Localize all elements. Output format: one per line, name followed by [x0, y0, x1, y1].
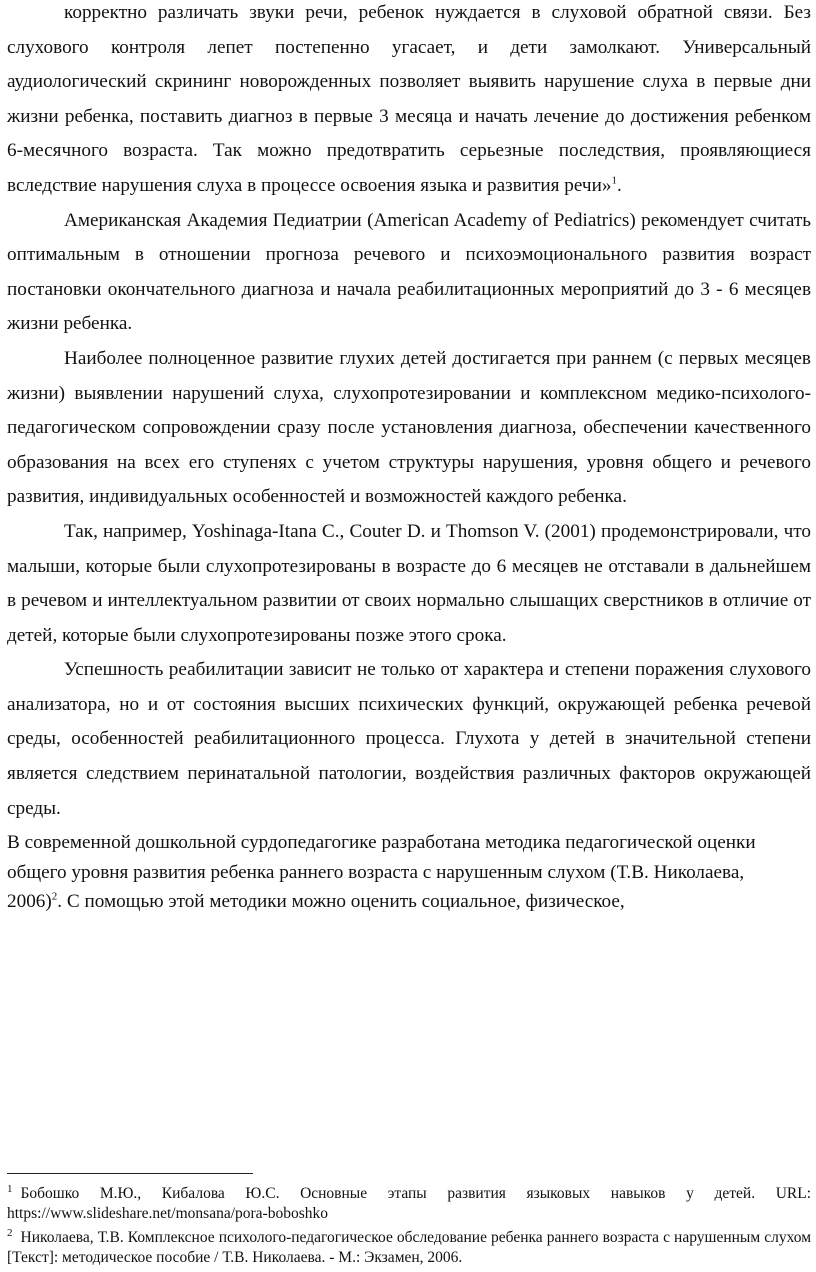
paragraph-tail: . С помощью этой методики можно оценить социальное, физическое, [57, 891, 625, 913]
document-page [7, 0, 811, 917]
footnote-text: Николаева, Т.В. Комплексное психолого-педагогическое обследование ребенка раннего возраста с нарушенным слухом [Текст]: методическое пособие / Т.В. Николаева. - М.: Экзамен, 2006. [7, 1229, 811, 1266]
footnotes [7, 1184, 811, 1272]
paragraph-tail: . [616, 174, 622, 196]
paragraph-hearing-screening [7, 0, 811, 204]
footnote-mark: 2 [7, 1227, 13, 1240]
footnote-2 [7, 1228, 811, 1267]
paragraph-text: В современной дошкольной сурдопедагогике разработана методика педагогической оценки общего уровня развития ребенка раннего возраста с нарушенным слухом (Т.В. Николаева, 2006) [7, 832, 756, 913]
paragraph-yoshinaga-study [7, 515, 811, 653]
paragraph-methodology [7, 828, 797, 917]
footnote-reference: 1 [611, 174, 617, 187]
paragraph-text: Так, например, Yoshinaga-Itana C., Couter D. и Thomson V. (2001) продемонстрировали, что малыши, которые были слухопротезированы в возрасте до 6 месяцев не отставали в дальнейшем в речевом и интеллектуальном развитии от своих нормально слышащих сверстников в отличие от детей, которые были слухопротезированы позже этого срока. [7, 520, 811, 646]
footnote-reference: 2 [51, 890, 58, 903]
footnote-separator [7, 1173, 253, 1174]
paragraph-early-detection [7, 342, 811, 515]
footnote-text: Бобошко М.Ю., Кибалова Ю.С. Основные этапы развития языковых навыков у детей. URL: https://www.slideshare.net/monsana/pora-boboshko [7, 1185, 811, 1222]
footnote-1 [7, 1184, 811, 1223]
paragraph-text: корректно различать звуки речи, ребенок нуждается в слуховой обратной связи. Без слухового контроля лепет постепенно угасает, и дети замолкают. Универсальный аудиологический скрининг новорожденных позволяет выявить нарушение слуха в первые дни жизни ребенка, поставить диагноз в первые 3 месяца и начать лечение до достижения ребенком 6-месячного возраста. Так можно предотвратить серьезные последствия, проявляющиеся вследствие нарушения слуха в процессе освоения языка и развития речи» [7, 2, 811, 196]
paragraph-text: Американская Академия Педиатрии (American Academy of Pediatrics) рекомендует считать оптимальным в отношении прогноза речевого и психоэмоционального развития возраст постановки окончательного диагноза и начала реабилитационных мероприятий до 3 - 6 месяцев жизни ребенка. [7, 209, 811, 335]
paragraph-rehabilitation-success [7, 653, 811, 826]
paragraph-text: Успешность реабилитации зависит не только от характера и степени поражения слухового анализатора, но и от состояния высших психических функций, окружающей ребенка речевой среды, особенностей реабилитационного процесса. Глухота у детей в значительной степени является следствием перинатальной патологии, воздействия различных факторов окружающей среды. [7, 659, 811, 819]
paragraph-aap-recommendation [7, 204, 811, 342]
paragraph-text: Наиболее полноценное развитие глухих детей достигается при раннем (с первых месяцев жизни) выявлении нарушений слуха, слухопротезировании и комплексном медико-психолого-педагогическом сопровождении сразу после установления диагноза, обеспечении качественного образования на всех его ступенях с учетом структуры нарушения, уровня общего и речевого развития, индивидуальных особенностей и возможностей каждого ребенка. [7, 347, 811, 508]
footnote-mark: 1 [7, 1182, 13, 1195]
